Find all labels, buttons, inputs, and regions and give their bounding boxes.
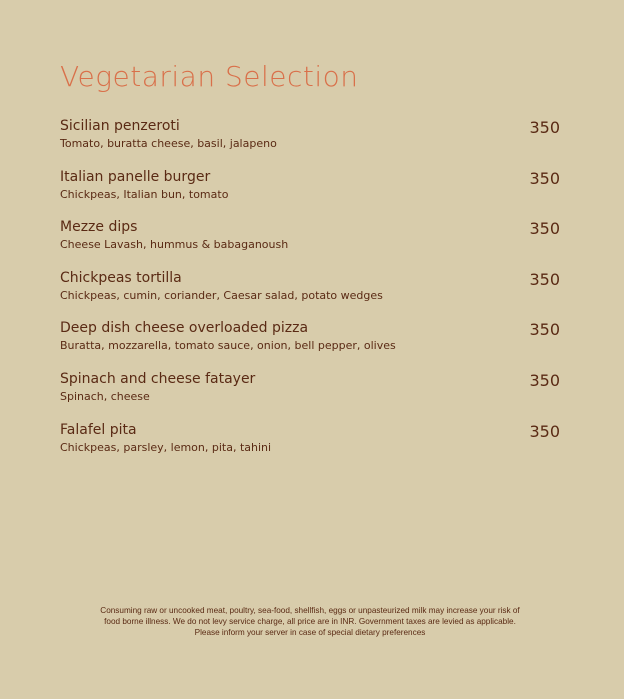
menu-item	[60, 371, 560, 422]
item-price: 350	[529, 421, 560, 441]
section-title: Vegetarian Selection	[60, 60, 359, 93]
item-name: Falafel pita	[60, 421, 137, 438]
menu-item	[60, 219, 560, 270]
footer-line: Consuming raw or uncooked meat, poultry, sea-food, shellfish, eggs or unpasteurized milk may increase your risk of	[100, 606, 520, 615]
footer-line: Please inform your server in case of special dietary preferences	[194, 628, 426, 638]
item-name: Deep dish cheese overloaded pizza	[60, 320, 309, 337]
item-description: Chickpeas, parsley, lemon, pita, tahini	[60, 440, 272, 454]
item-price: 350	[529, 168, 560, 188]
menu-item	[60, 270, 560, 321]
item-name: Italian panelle burger	[60, 168, 211, 185]
item-name: Chickpeas tortilla	[60, 269, 182, 286]
footer-line: food borne illness. We do not levy service charge, all price are in INR. Government taxes are levied as applicable.	[104, 617, 516, 627]
menu-item	[60, 118, 560, 169]
menu-items-list	[60, 118, 560, 472]
item-description: Chickpeas, cumin, coriander, Caesar salad, potato wedges	[60, 288, 383, 302]
item-description: Chickpeas, Italian bun, tomato	[60, 187, 229, 201]
item-name: Sicilian penzeroti	[60, 118, 180, 134]
item-price: 350	[529, 320, 560, 340]
footer-disclaimer	[60, 605, 560, 639]
item-description: Cheese Lavash, hummus & babaganoush	[60, 238, 289, 252]
item-description: Tomato, buratta cheese, basil, jalapeno	[60, 137, 277, 150]
item-price: 350	[529, 219, 560, 239]
menu-item	[60, 320, 560, 371]
menu-item	[60, 422, 560, 473]
item-name: Mezze dips	[60, 219, 138, 236]
menu-item	[60, 169, 560, 220]
item-description: Buratta, mozzarella, tomato sauce, onion, bell pepper, olives	[60, 339, 396, 353]
item-price: 350	[529, 370, 560, 390]
item-price: 350	[529, 269, 560, 289]
item-price: 350	[529, 118, 560, 137]
item-name: Spinach and cheese fatayer	[60, 370, 256, 387]
item-description: Spinach, cheese	[60, 389, 150, 403]
